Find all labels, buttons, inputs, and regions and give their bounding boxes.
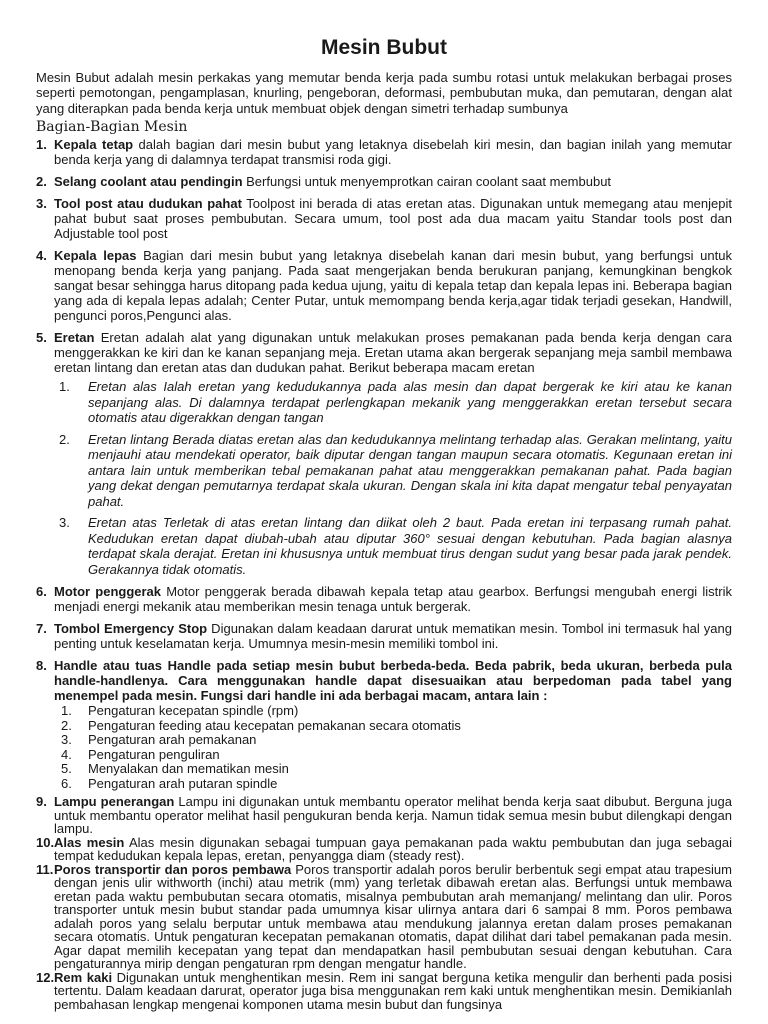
item-term: Tool post atau dudukan pahat [54,196,242,212]
item-number: 9. [36,794,47,810]
function-item [54,777,732,792]
function-number: 3. [61,732,72,748]
handle-function-list [54,704,732,791]
function-item [54,762,732,777]
item-text: Handle pada setiap mesin bubut berbeda-beda. Beda pabrik, beda ukuran, berbeda pula handle-handlenya. Cara menggunakan handle dapat disesuaikan atau berpedoman pada tabel yang menempel pada mesin. Fungsi dari handle ini ada berbagai macam, antara lain : [54,658,733,704]
sub-item-text: Eretan atas Terletak di atas eretan lintang dan diikat oleh 2 baut. Pada eretan ini terpasang rumah pahat. Kedudukan eretan dapat diubah-ubah atau diputar 360° sesuai dengan kebutuhan. Pada bagian alasnya terdapat skala derajat. Eretan ini khususnya untuk membuat tirus dengan sudut yang besar pada jarak pendek. Gerakannya tidak otomatis. [88,515,732,577]
sub-list-item [54,515,732,577]
item-text: Berfungsi untuk menyemprotkan cairan coolant saat membubut [242,174,612,190]
item-term: Poros transportir dan poros pembawa [54,861,292,877]
list-item [36,863,732,971]
item-number: 4. [36,248,47,264]
parts-list [36,137,732,1011]
sub-item-text: Eretan alas Ialah eretan yang kedudukannya pada alas mesin dan dapat bergerak ke kiri atau ke kanan sepanjang alas. Di dalamnya terdapat perlengkapan mekanik yang menggerakkan eretan tersebut secara otomatis atau digerakkan dengan tangan [88,379,732,426]
item-text: Eretan adalah alat yang digunakan untuk melakukan proses pemakanan pada benda kerja dengan cara menggerakkan ke kiri dan ke kanan sepanjang meja. Eretan utama akan bergerak sepanjang meja sambil membawa eretan lintang dan eretan atas dan dudukan pahat. Berikut beberapa macam eretan [54,330,732,376]
function-number: 2. [61,717,72,733]
item-term: Lampu penerangan [54,794,175,810]
item-number: 12. [36,969,55,985]
function-number: 6. [61,775,72,791]
list-item [36,971,732,1012]
function-number: 5. [61,761,72,777]
intro-paragraph: Mesin Bubut adalah mesin perkakas yang memutar benda kerja pada sumbu rotasi untuk melakukan berbagai proses seperti pemotongan, pengamplasan, knurling, pengeboran, deformasi, pembubutan muka, dan pemutaran, dengan alat yang diterapkan pada benda kerja untuk membuat objek dengan simetri terhadap sumbunya [36,70,732,116]
item-number: 8. [36,658,47,674]
function-text: Pengaturan penguliran [88,746,220,762]
item-term: Tombol Emergency Stop [54,621,208,637]
list-item [36,795,732,836]
function-item [54,733,732,748]
item-number: 10. [36,834,55,850]
item-text: Toolpost ini berada di atas eretan atas. Digunakan untuk memegang atau menjepit pahat bubut saat proses pembubutan. Secara umum, tool post ada dua macam yaitu Standar tools post dan Adjustable tool post [54,196,732,242]
item-term: Kepala lepas [54,248,137,264]
function-text: Menyalakan dan mematikan mesin [88,761,289,777]
item-text: Bagian dari mesin bubut yang letaknya disebelah kanan dari mesin bubut, yang berfungsi untuk menopang benda kerja yang panjang. Pada saat mengerjakan benda berukuran panjang, kemungkinan bengkok sangat besar sehingga harus ditopang pada kedua ujung, yaitu di kepala tetap dan kepala lepas ini. Beberapa bagian yang ada di kepala lepas adalah; Center Putar, untuk memompang benda kerja,agar tidak terjadi gesekan, Handwill, pengunci poros,Pengunci alas. [54,248,732,324]
list-item [36,330,732,577]
item-text: Motor penggerak berada dibawah kepala tetap atau gearbox. Berfungsi mengubah energi listrik menjadi energi mekanik atau memberikan mesin tenaga untuk bergerak. [54,584,732,615]
sub-item-number: 3. [59,515,70,531]
function-item [54,719,732,734]
list-item [36,137,732,167]
function-text: Pengaturan feeding atau kecepatan pemakanan secara otomatis [88,717,461,733]
sub-item-number: 1. [59,379,70,395]
item-term: Rem kaki [54,969,113,985]
list-item [36,248,732,323]
function-item [54,704,732,719]
eretan-sub-list [54,379,732,577]
list-item [36,658,732,791]
item-text: Lampu ini digunakan untuk membantu operator melihat benda kerja saat dibubut. Berguna juga untuk membantu operator melihat hasil pengukuran benda kerja. Namun tidak semua mesin bubut dilengkapi dengan lampu. [54,794,732,837]
item-term: Handle atau tuas [54,658,163,674]
list-item [36,196,732,241]
list-item [36,621,732,651]
item-number: 6. [36,584,47,600]
list-item [36,836,732,863]
item-number: 3. [36,196,47,212]
item-term: Kepala tetap [54,137,134,153]
item-number: 2. [36,174,47,190]
function-number: 4. [61,746,72,762]
item-text: Alas mesin digunakan sebagai tumpuan gaya pemakanan pada waktu pembubutan dan juga sebagai tempat kedudukan kepala lepas, eretan, penyangga diam (steady rest). [54,834,732,864]
sub-list-item [54,379,732,426]
sub-list-item [54,432,732,510]
item-text: Poros transportir adalah poros berulir berbentuk segi empat atau trapesium dengan jenis ulir withworth (inchi) atau metrik (mm) yang terletak dibawah eretan alas. Berfungsi untuk membawa eretan pada waktu pembubutan secara otomatis, misalnya pembubutan arah memanjang/ melintang dan ulir. Poros transporter untuk mesin bubut standar pada umumnya kisar ulirnya antara dari 6 sampai 8 mm. Poros pembawa adalah poros yang selalu berputar untuk membawa atau mendukung jalannya eretan dalam proses pemakanan secara otomatis. Untuk pengaturan kecepatan pemakanan otomatis, dapat dilihat dari tabel pemakanan pada mesin. Agar dapat memilih kecepatan yang tepat dan mendapatkan hasil pembubutan sesuai dengan kebutuhan. Cara pengaturannya mirip dengan pengaturan rpm dengan mengatur handle. [54,861,732,972]
section-heading: Bagian-Bagian Mesin [36,119,188,136]
item-number: 11. [36,861,54,877]
function-item [54,748,732,763]
function-text: Pengaturan arah putaran spindle [88,775,278,791]
document-title: Mesin Bubut [321,36,447,59]
item-text: dalah bagian dari mesin bubut yang letaknya disebelah kiri mesin, dan bagian inilah yang memutar benda kerja yang di dalamnya terdapat transmisi roda gigi. [54,137,732,168]
item-term: Motor penggerak [54,584,162,600]
item-term: Alas mesin [54,834,125,850]
sub-item-text: Eretan lintang Berada diatas eretan alas dan kedudukannya melintang terhadap alas. Gerakan melintang, yaitu menjauhi atau mendekati operator, baik diputar dengan tangan maupun secara otomatis. Kegunaan eretan ini antara lain untuk memberikan tebal pemakanan pahat atau menggerakkan pemakanan pahat. Pada bagian yang dekat dengan pemutarnya terdapat skala ukuran. Dengan skala ini kita dapat mengatur tebal penyayatan pahat. [88,431,732,509]
item-term: Selang coolant atau pendingin [54,174,243,190]
item-text: Digunakan untuk menghentikan mesin. Rem ini sangat berguna ketika mengulir dan berhenti pada posisi tertentu. Dalam keadaan darurat, operator juga bisa menggunakan rem kaki untuk menghentikan mesin. Demikianlah pembahasan lengkap mengenai komponen utama mesin bubut dan fungsinya [54,969,732,1012]
item-number: 7. [36,621,47,637]
item-text: Digunakan dalam keadaan darurat untuk mematikan mesin. Tombol ini termasuk hal yang penting untuk keselamatan kerja. Umumnya mesin-mesin memiliki tombol ini. [54,621,733,652]
item-number: 1. [36,137,47,153]
item-term: Eretan [54,330,95,346]
function-text: Pengaturan arah pemakanan [88,732,257,748]
function-text: Pengaturan kecepatan spindle (rpm) [88,703,299,719]
list-item [36,584,732,614]
item-number: 5. [36,330,47,346]
list-item [36,174,732,189]
function-number: 1. [61,703,72,719]
sub-item-number: 2. [59,431,70,447]
